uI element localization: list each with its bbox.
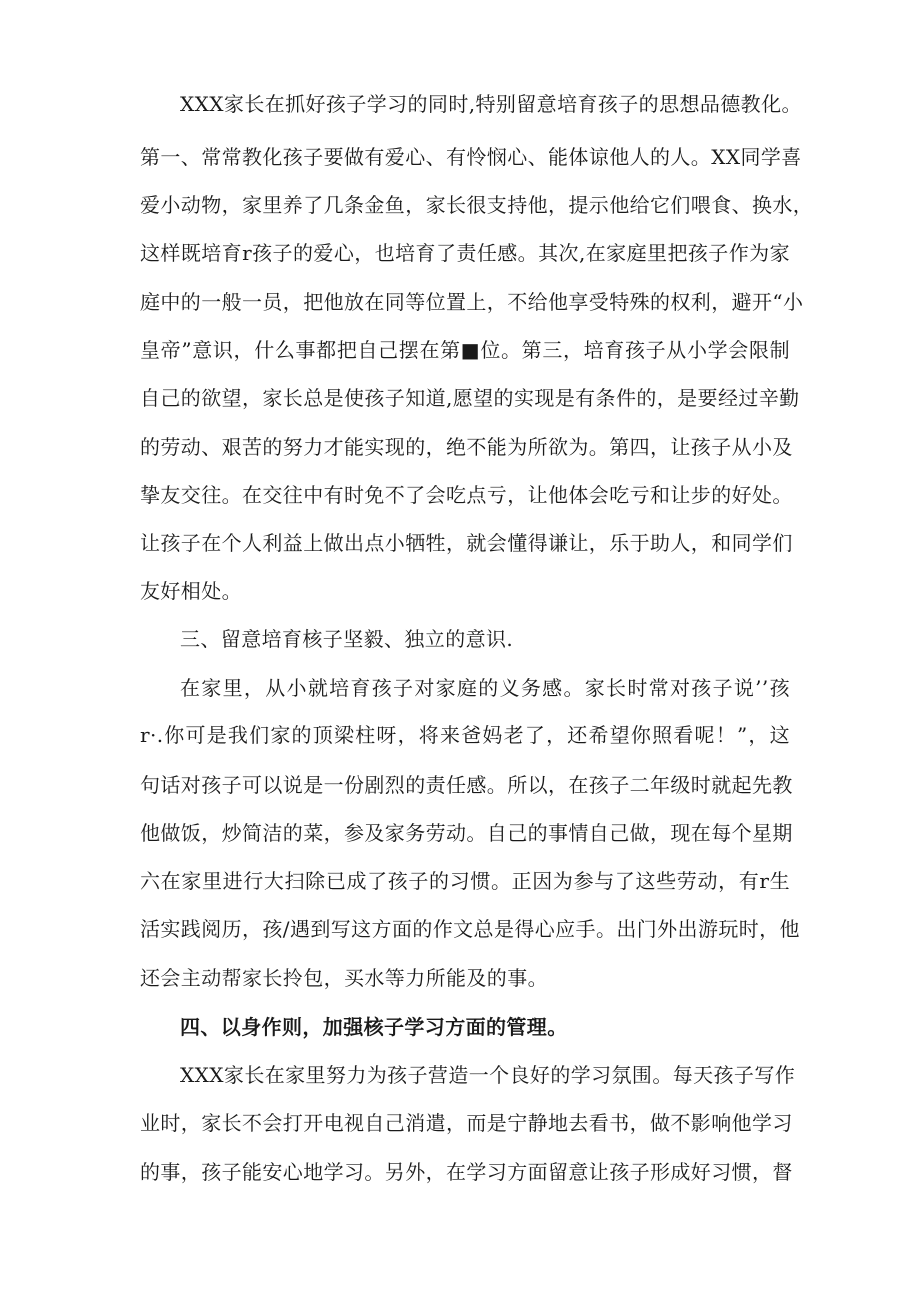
paragraph-line: 在家里，从小就培育孩子对家庭的义务感。家长时常对孩子说’’孩	[180, 676, 790, 700]
paragraph-line: XXX家长在家里努力为孩子营造一个良好的学习氛围。每天孩子写作	[180, 1063, 796, 1087]
paragraph-line: 的劳动、艰苦的努力才能实现的，绝不能为所欲为。第四，让孩子从小及	[140, 435, 793, 459]
paragraph-line: 活实践阅历，孩/遇到写这方面的作文总是得心应手。出门外出游玩时，他	[140, 917, 800, 941]
paragraph-line: 自己的欲望，家长总是使孩子知道,愿望的实现是有条件的，是要经过辛勤	[140, 386, 800, 410]
paragraph-line: 还会主动帮家长拎包，买水等力所能及的事。	[140, 966, 548, 990]
paragraph-line: 这样既培育r孩子的爱心，也培育了责任感。其次,在家庭里把孩子作为家	[140, 241, 790, 265]
section-heading-bold: 四、以身作则，加强核子学习方面的管理。	[180, 1015, 568, 1039]
paragraph-line: 六在家里进行大扫除已成了孩子的习惯。正因为参与了这些劳动，有r生	[140, 869, 790, 893]
paragraph-line: 的事，孩子能安心地学习。另外，在学习方面留意让孩子形成好习惯，督	[140, 1160, 793, 1184]
paragraph-line: 友好相处。	[140, 579, 242, 603]
paragraph-line: 让孩子在个人利益上做出点小牺牲，就会懂得谦让，乐于助人，和同学们	[140, 531, 793, 555]
paragraph-line: 挚友交往。在交往中有时免不了会吃点亏，让他体会吃亏和让步的好处。	[140, 483, 793, 507]
paragraph-line: 他做饭，炒简洁的菜，参及家务劳动。自己的事情自己做，现在每个星期	[140, 821, 793, 845]
paragraph-line: 皇帝”意识，什么事都把自己摆在第■位。第三，培育孩子从小学会限制	[140, 338, 790, 362]
section-heading: 三、留意培育核子坚毅、独立的意识.	[180, 627, 514, 651]
paragraph-line: r·.你可是我们家的顶梁柱呀，将来爸妈老了，还希望你照看呢！”，这	[140, 723, 790, 747]
paragraph-line: 业时，家长不会打开电视自己消遣，而是宁静地去看书，做不影响他学习	[140, 1111, 793, 1135]
paragraph-line: XXX家长在抓好孩子学习的同时,特别留意培育孩子的思想品德教化。	[180, 92, 802, 116]
paragraph-line: 爱小动物，家里养了几条金鱼，家长很支持他，提示他给它们喂食、换水，	[140, 193, 814, 217]
paragraph-line: 第一、常常教化孩子要做有爱心、有怜悯心、能体谅他人的人。XX同学喜	[140, 145, 802, 169]
paragraph-line: 句话对孩子可以说是一份剧烈的责任感。所以，在孩子二年级时就起先教	[140, 773, 793, 797]
paragraph-line: 庭中的一般一员，把他放在同等位置上，不给他享受特殊的权利，避开“小	[140, 290, 804, 314]
